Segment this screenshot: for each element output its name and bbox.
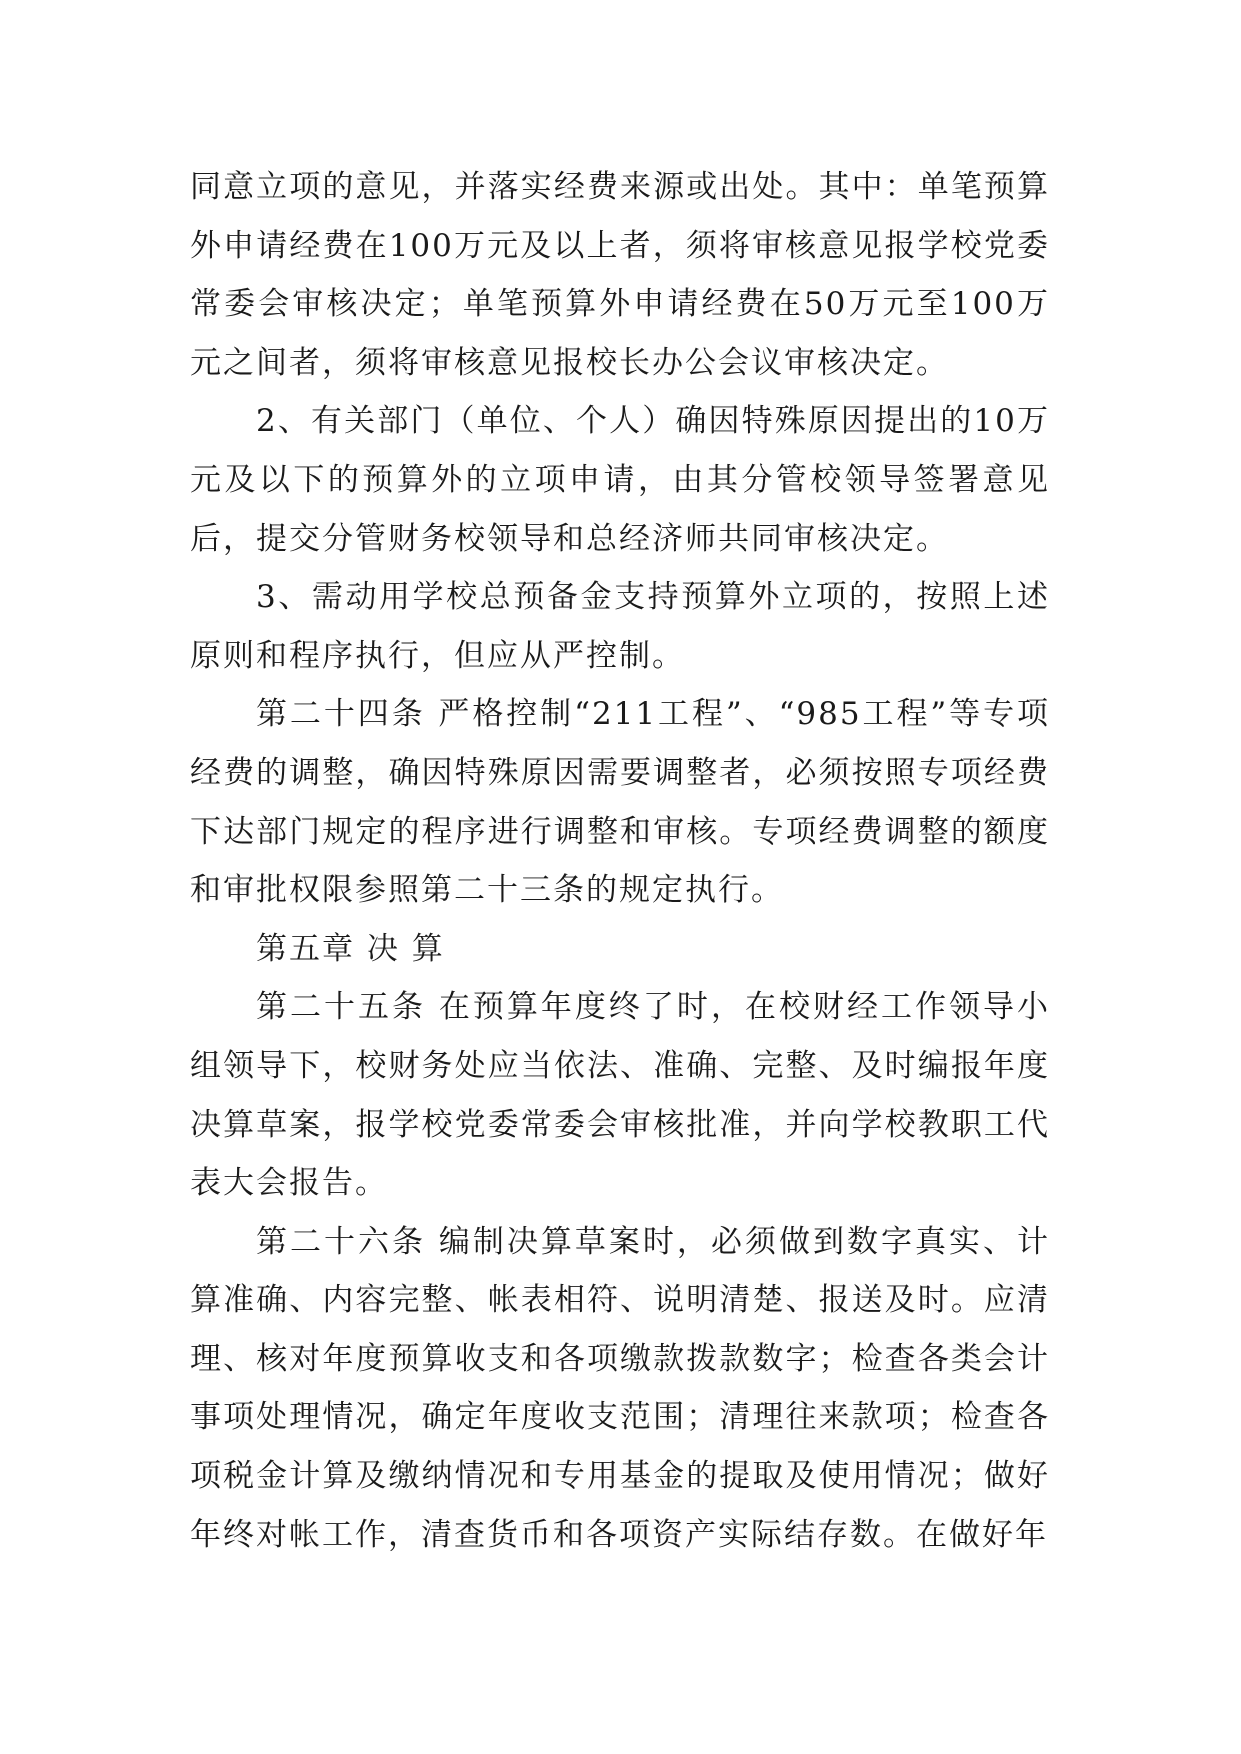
paragraph-article-24: 第二十四条 严格控制“211工程”、“985工程”等专项经费的调整，确因特殊原因需要调整者，必须按照专项经费下达部门规定的程序进行调整和审核。专项经费调整的额度和审批权限参照第二十三条的规定执行。 — [190, 696, 1050, 909]
paragraph-1: 同意立项的意见，并落实经费来源或出处。其中：单笔预算外申请经费在100万元及以上者，须将审核意见报学校党委常委会审核决定；单笔预算外申请经费在50万元至100万元之间者，须将审核意见报校长办公会议审核决定。 — [190, 169, 1050, 381]
paragraph-article-25: 第二十五条 在预算年度终了时，在校财经工作领导小组领导下，校财务处应当依法、准确、完整、及时编报年度决算草案，报学校党委常委会审核批准，并向学校教职工代表大会报告。 — [190, 989, 1050, 1202]
paragraph-3: 3、需动用学校总预备金支持预算外立项的，按照上述原则和程序执行，但应从严控制。 — [190, 579, 1050, 674]
paragraph-article-26: 第二十六条 编制决算草案时，必须做到数字真实、计算准确、内容完整、帐表相符、说明清楚、报送及时。应清理、核对年度预算收支和各项缴款拨款数字；检查各类会计事项处理情况，确定年度收支范围；清理往来款项；检查各项税金计算及缴纳情况和专用基金的提取及使用情况；做好年终对帐工作，清查货币和各项资产实际结存数。在做好年 — [190, 1223, 1050, 1553]
document-body — [190, 158, 1050, 1564]
paragraph-2: 2、有关部门（单位、个人）确因特殊原因提出的10万元及以下的预算外的立项申请，由其分管校领导签署意见后，提交分管财务校领导和总经济师共同审核决定。 — [190, 403, 1050, 557]
chapter-heading: 第五章 决 算 — [256, 930, 445, 967]
